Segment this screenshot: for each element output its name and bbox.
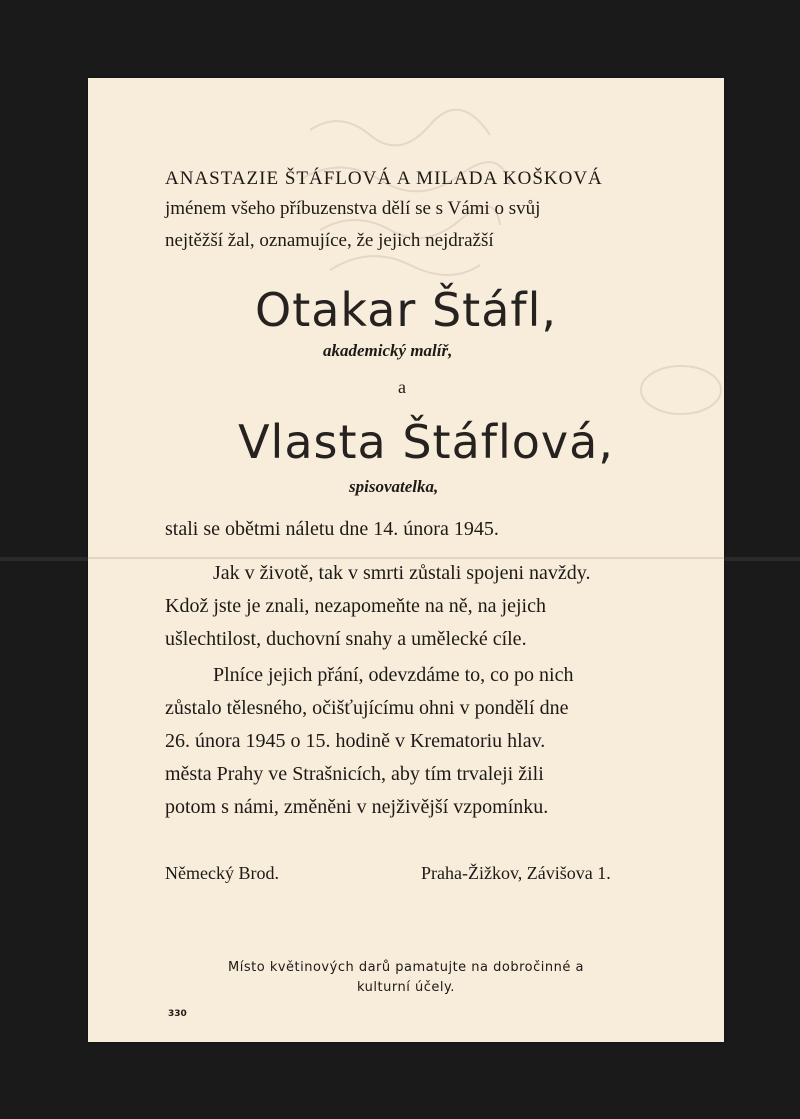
- deceased-name-2: Vlasta Štáflová,: [238, 415, 614, 469]
- conjunction: a: [398, 377, 406, 397]
- deceased-title-1: akademický malíř,: [323, 341, 453, 360]
- footer-line: kulturní účely.: [357, 980, 455, 995]
- victims-line: stali se obětmi náletu dne 14. února 1945.: [165, 518, 499, 540]
- paragraph-2: [165, 659, 573, 824]
- paragraph-1: [165, 557, 591, 656]
- place-left: Německý Brod.: [165, 863, 279, 883]
- paragraph-1-line: Kdož jste je znali, nezapomeňte na ně, na jejich: [165, 595, 546, 617]
- paragraph-2-line: 26. února 1945 o 15. hodině v Krematoriu hlav.: [165, 730, 546, 752]
- print-number: 330: [168, 1009, 187, 1019]
- paragraph-2-line: města Prahy ve Strašnicích, aby tím trvaleji žili: [165, 763, 544, 785]
- paragraph-1-line: Jak v životě, tak v smrti zůstali spojeni navždy.: [213, 562, 591, 584]
- place-right: Praha-Žižkov, Závišova 1.: [421, 863, 611, 883]
- intro-line-2: jménem všeho příbuzenstva dělí se s Vámi o svůj: [165, 198, 541, 219]
- faint-stamp-mark: [636, 360, 726, 420]
- paragraph-2-line: zůstalo tělesného, očišťujícímu ohni v pondělí dne: [165, 697, 569, 719]
- footer-line: Místo květinových darů pamatujte na dobročinné a: [228, 960, 584, 975]
- intro-line-3: nejtěžší žal, oznamujíce, že jejich nejdražší: [165, 230, 494, 251]
- paragraph-1-line: ušlechtilost, duchovní snahy a umělecké cíle.: [165, 628, 527, 650]
- faint-handwriting-bleedthrough: [290, 100, 520, 290]
- paragraph-2-line: potom s námi, změněni v nejživější vzpomínku.: [165, 796, 549, 818]
- senders-line: ANASTAZIE ŠTÁFLOVÁ A MILADA KOŠKOVÁ: [165, 168, 603, 189]
- paragraph-2-line: Plníce jejich přání, odevzdáme to, co po nich: [213, 664, 574, 686]
- deceased-name-1: Otakar Štáfl,: [254, 283, 557, 337]
- deceased-title-2: spisovatelka,: [349, 477, 439, 496]
- footer-note: [88, 958, 724, 998]
